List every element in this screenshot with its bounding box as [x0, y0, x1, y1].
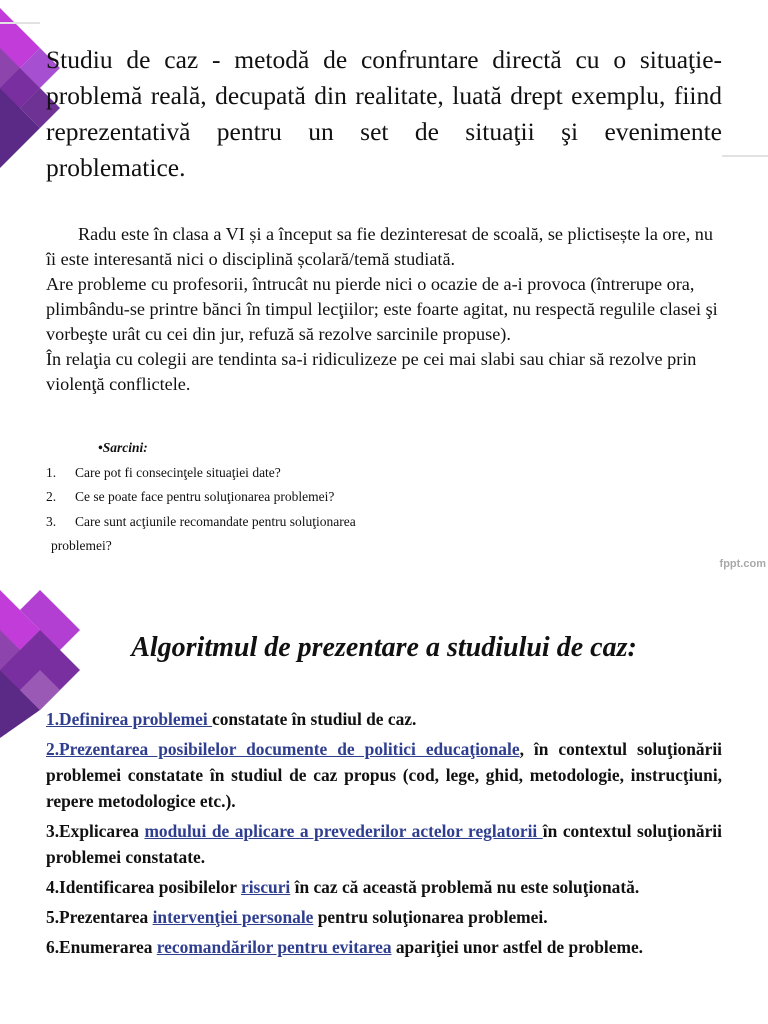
task-number: 2.: [46, 489, 57, 504]
algorithm-step: [46, 874, 722, 900]
step-prefix: 3.Explicarea: [46, 821, 145, 841]
step-link[interactable]: modului de aplicare a prevederilor actelor reglatorii: [144, 821, 543, 841]
task-text: Care pot fi consecinţele situaţiei date?: [75, 464, 281, 480]
brand-watermark: fppt.com: [719, 558, 766, 570]
step-prefix: 4.Identificarea posibilelor: [46, 877, 241, 897]
step-link[interactable]: 2.Prezentarea posibilelor documente de politici educaţionale: [46, 739, 520, 759]
step-text: în contextul soluţionării problemei constatate.: [46, 821, 722, 867]
step-text: constatate în studiul de caz.: [212, 709, 417, 729]
step-text: , în contextul soluţionării problemei constatate în studiul de caz propus (cod, lege, ghid, metodologie, instrucţiuni, repere metodologice etc.).: [46, 739, 722, 811]
step-link[interactable]: recomandărilor pentru evitarea: [156, 937, 392, 957]
task-text: Care sunt acţiunile recomandate pentru soluţionarea: [75, 513, 356, 529]
slide-algorithm: [0, 578, 768, 1024]
case-paragraph: Radu este în clasa a VI și a început sa fie dezinteresat de scoală, se plictisește la ore, nu îi este interesantă nici o disciplină școlară/temă studiată.: [46, 224, 713, 269]
step-prefix: 5.Prezentarea: [46, 907, 153, 927]
task-item: [46, 461, 722, 486]
task-text: Ce se poate face pentru soluţionarea problemei?: [75, 489, 335, 504]
task-item: [46, 510, 722, 535]
tasks-heading: •Sarcini:: [98, 440, 148, 455]
algorithm-step: [46, 934, 722, 960]
task-number: 3.: [46, 513, 57, 529]
step-link[interactable]: 1.Definirea problemei: [46, 709, 212, 729]
algorithm-step: [46, 736, 722, 814]
step-text: apariţiei unor astfel de probleme.: [391, 937, 644, 957]
task-item: [46, 485, 722, 510]
step-link[interactable]: riscuri: [241, 877, 291, 897]
task-continuation: problemei?: [51, 538, 112, 553]
case-description: [46, 222, 722, 397]
case-paragraph: În relaţia cu colegii are tendinta sa-i ridiculizeze pe cei mai slabi sau chiar să rezolve prin violenţă conflictele.: [46, 349, 697, 394]
tasks-list: [46, 436, 722, 559]
header-rule-left: [0, 22, 40, 24]
step-text: în caz că această problemă nu este soluţionată.: [290, 877, 640, 897]
step-link[interactable]: intervenţiei personale: [152, 907, 314, 927]
case-study-definition: Studiu de caz - metodă de confruntare directă cu o situaţie-problemă reală, decupată din realitate, luată drept exemplu, fiind reprezentativă pentru un set de situaţii şi evenimente problematice.: [46, 45, 722, 182]
header-rule-right: [722, 155, 768, 157]
case-paragraph: Are probleme cu profesorii, întrucât nu pierde nici o ocazie de a-i provoca (întrerupe ora, plimbându-se printre bănci în timpul lecţiilor; este foarte agitat, nu respectă regulile clasei şi vorbeşte urât cu cei din jur, refuză să rezolve sarcinile propuse).: [46, 274, 718, 344]
step-text: pentru soluţionarea problemei.: [313, 907, 548, 927]
algorithm-step: [46, 818, 722, 870]
step-prefix: 6.Enumerarea: [46, 937, 157, 957]
algorithm-step: [46, 706, 722, 732]
algorithm-step: [46, 904, 722, 930]
task-number: 1.: [46, 464, 57, 480]
algorithm-title: Algoritmul de prezentare a studiului de caz:: [131, 632, 637, 663]
algorithm-steps: [46, 706, 722, 964]
